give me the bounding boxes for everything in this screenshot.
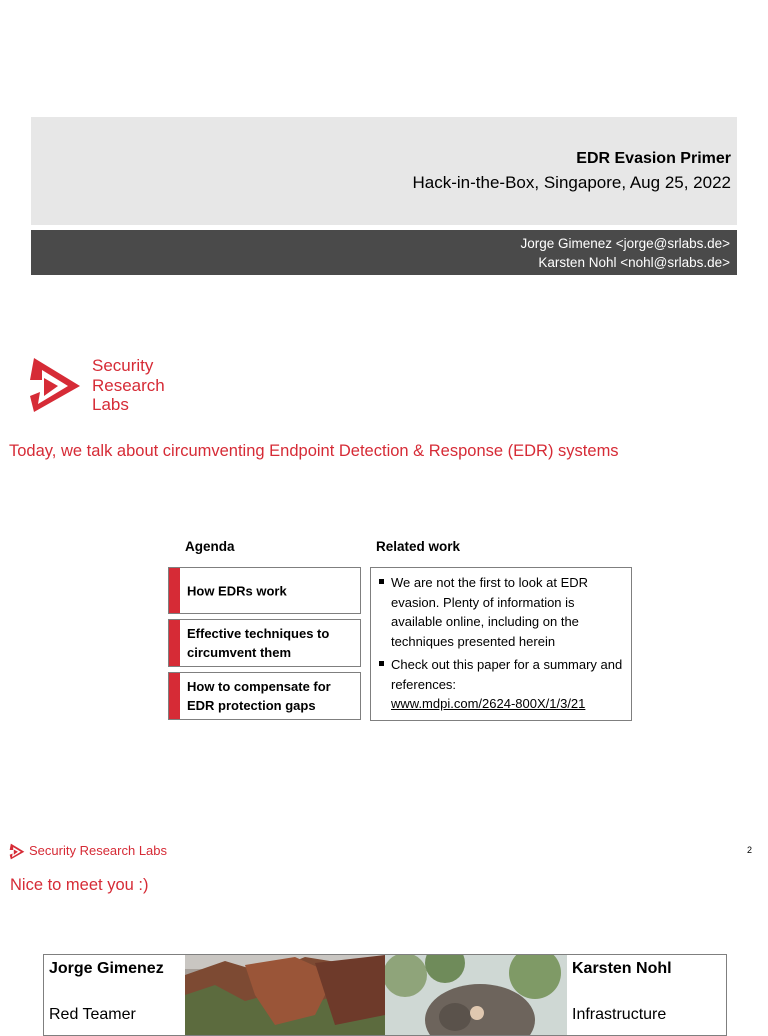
agenda-accent-bar bbox=[169, 673, 180, 719]
author-line-1: Jorge Gimenez <jorge@srlabs.de> bbox=[520, 236, 730, 251]
logo-line-3: Labs bbox=[92, 395, 129, 414]
related-work-heading: Related work bbox=[376, 539, 461, 554]
person-1-role: Red Teamer bbox=[49, 1006, 136, 1023]
logo-line-2: Research bbox=[92, 375, 165, 395]
srlabs-logo-text bbox=[92, 356, 165, 415]
related-bullet-2-text: Check out this paper for a summary and references: bbox=[391, 657, 623, 692]
slide-headline: Today, we talk about circumventing Endpoint Detection & Response (EDR) systems bbox=[9, 442, 619, 460]
agenda-item-2 bbox=[168, 619, 361, 667]
page-number: 2 bbox=[747, 845, 753, 855]
presentation-title: EDR Evasion Primer bbox=[576, 150, 731, 167]
srlabs-logo-icon bbox=[28, 356, 82, 414]
srlabs-small-logo-icon bbox=[9, 843, 25, 860]
agenda-item-label: How to compensate for EDR protection gaps bbox=[187, 679, 331, 713]
elephant-photo bbox=[385, 955, 567, 1035]
related-bullet-1-text: We are not the first to look at EDR evasion. Plenty of information is available online, including on the techniques presented herein bbox=[391, 575, 589, 649]
agenda-accent-bar bbox=[169, 568, 180, 613]
agenda-item-label: Effective techniques to circumvent them bbox=[187, 626, 330, 660]
footer-logo-text: Security Research Labs bbox=[29, 843, 168, 858]
agenda-heading: Agenda bbox=[185, 539, 235, 554]
bullet-square-icon bbox=[379, 579, 384, 584]
logo-line-1: Security bbox=[92, 356, 154, 375]
related-work-box bbox=[370, 567, 632, 721]
person-1-name: Jorge Gimenez bbox=[49, 960, 164, 977]
agenda-item-3 bbox=[168, 672, 361, 720]
agenda-item-label: How EDRs work bbox=[187, 583, 287, 598]
title-band bbox=[31, 117, 737, 225]
paper-link[interactable]: www.mdpi.com/2624-800X/1/3/21 bbox=[391, 696, 586, 711]
presentation-subtitle: Hack-in-the-Box, Singapore, Aug 25, 2022 bbox=[412, 173, 731, 192]
person-2-role: Infrastructure bbox=[572, 1006, 667, 1023]
related-bullet-2 bbox=[379, 655, 625, 714]
person-2-name: Karsten Nohl bbox=[572, 960, 672, 977]
slide-3-headline: Nice to meet you :) bbox=[10, 876, 149, 894]
agenda-accent-bar bbox=[169, 620, 180, 666]
bullet-square-icon bbox=[379, 661, 384, 666]
related-bullet-1 bbox=[379, 573, 625, 651]
agenda-item-1 bbox=[168, 567, 361, 614]
canyon-photo bbox=[185, 955, 385, 1035]
author-line-2: Karsten Nohl <nohl@srlabs.de> bbox=[538, 255, 730, 270]
